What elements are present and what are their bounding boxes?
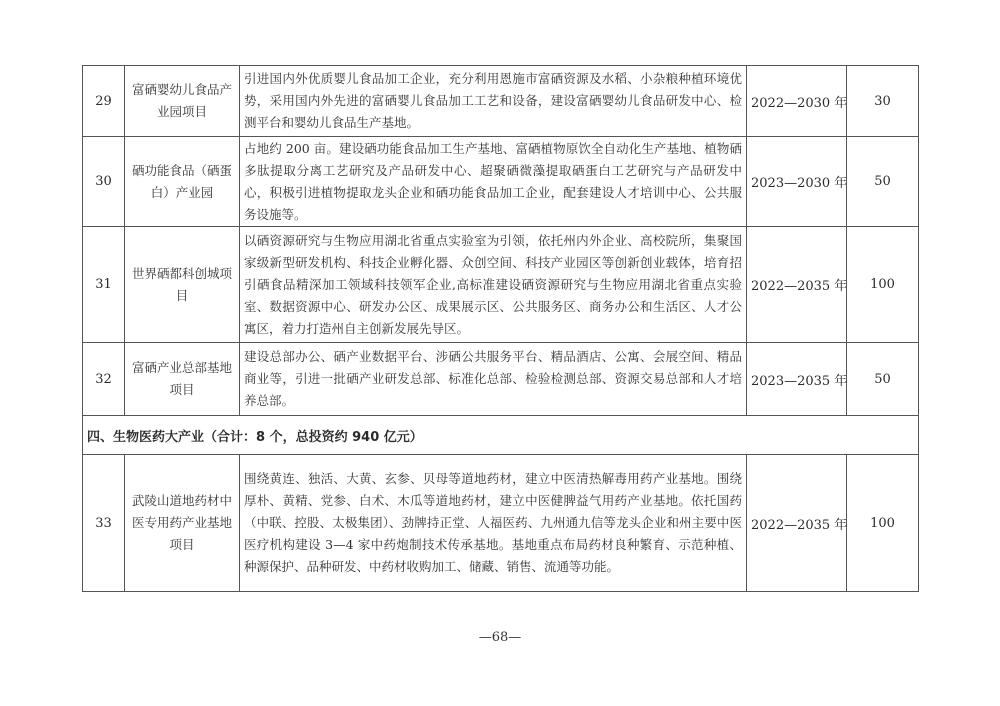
project-description: 建设总部办公、硒产业数据平台、涉硒公共服务平台、精品酒店、公寓、会展空间、精品商业等，引进一批硒产业研发总部、标准化总部、检验检测总部、资源交易总部和人才培养总部。	[240, 343, 747, 416]
project-name: 富硒婴幼儿食品产业园项目	[125, 66, 240, 137]
project-description: 以硒资源研究与生物应用湖北省重点实验室为引领，依托州内外企业、高校院所，集聚国家级新型研发机构、科技企业孵化器、众创空间、科技产业园区等创新创业载体，培育招引硒食品精深加工领域科技领军企业,高标准建设硒资源研究与生物应用湖北省重点实验室、数据资源中心、研发办公区、成果展示区、公共服务区、商务办公和生活区、人才公寓区，着力打造州自主创新发展先导区。	[240, 227, 747, 343]
table-row	[83, 137, 919, 227]
investment: 100	[847, 227, 919, 343]
project-description: 引进国内外优质婴儿食品加工企业，充分利用恩施市富硒资源及水稻、小杂粮种植环境优势，采用国内外先进的富硒婴儿食品加工工艺和设备，建设富硒婴幼儿食品研发中心、检测平台和婴幼儿食品生产基地。	[240, 66, 747, 137]
project-table	[82, 65, 919, 592]
construction-period: 2023—2035 年	[747, 343, 847, 416]
investment: 100	[847, 455, 919, 592]
project-description: 占地约 200 亩。建设硒功能食品加工生产基地、富硒植物原饮全自动化生产基地、植物硒多肽提取分离工艺研究及产品研发中心、超聚硒微藻提取硒蛋白工艺研究与产品研发中心，积极引进植物提取龙头企业和硒功能食品加工企业，配套建设人才培训中心、公共服务设施等。	[240, 137, 747, 227]
table-row	[83, 455, 919, 592]
construction-period: 2022—2030 年	[747, 66, 847, 137]
row-number: 29	[83, 66, 125, 137]
investment: 50	[847, 137, 919, 227]
construction-period: 2022—2035 年	[747, 227, 847, 343]
table-row	[83, 227, 919, 343]
section-heading: 四、生物医药大产业（合计：8 个，总投资约 940 亿元）	[83, 416, 919, 455]
row-number: 31	[83, 227, 125, 343]
section-heading-row	[83, 416, 919, 455]
project-name: 富硒产业总部基地项目	[125, 343, 240, 416]
row-number: 33	[83, 455, 125, 592]
page-number: —68—	[478, 630, 522, 645]
table-row	[83, 343, 919, 416]
investment: 30	[847, 66, 919, 137]
construction-period: 2022—2035 年	[747, 455, 847, 592]
project-name: 世界硒都科创城项目	[125, 227, 240, 343]
investment: 50	[847, 343, 919, 416]
row-number: 32	[83, 343, 125, 416]
row-number: 30	[83, 137, 125, 227]
project-name: 硒功能食品（硒蛋白）产业园	[125, 137, 240, 227]
construction-period: 2023—2030 年	[747, 137, 847, 227]
project-name: 武陵山道地药材中医专用药产业基地项目	[125, 455, 240, 592]
table-row	[83, 66, 919, 137]
project-description: 围绕黄连、独活、大黄、玄参、贝母等道地药材，建立中医清热解毒用药产业基地。围绕厚朴、黄精、党参、白术、木瓜等道地药材，建立中医健脾益气用药产业基地。依托国药（中联、控股、太极集团）、劲牌持正堂、人福医药、九州通九信等龙头企业和州主要中医医疗机构建设 3—4 家中药炮制技术传承基地。基地重点布局药材良种繁育、示范种植、种源保护、品种研发、中药材收购加工、储藏、销售、流通等功能。	[240, 455, 747, 592]
